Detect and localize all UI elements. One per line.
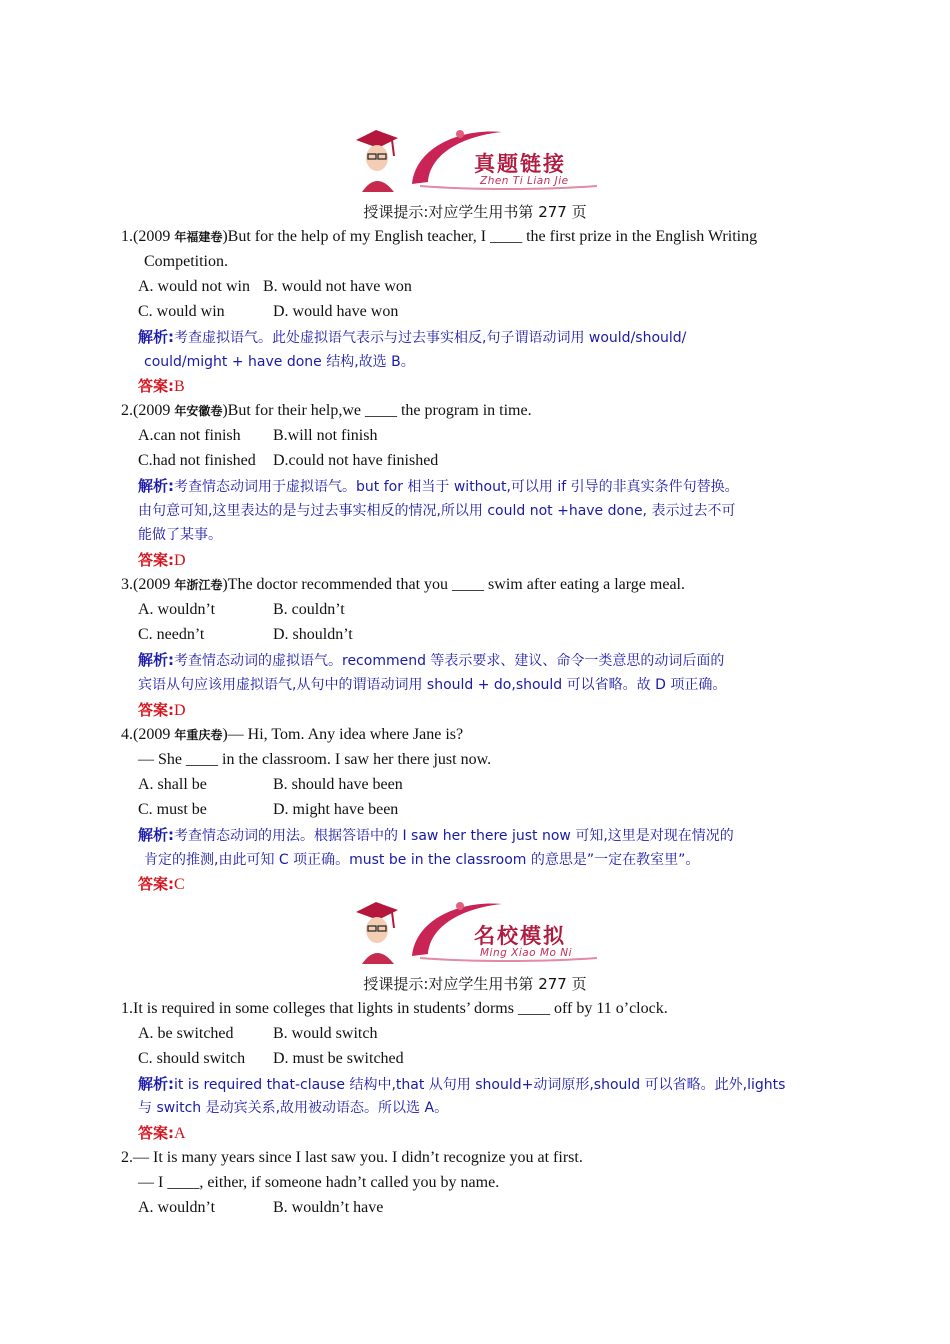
banner-title-pinyin: Ming Xiao Mo Ni [480,947,573,959]
teaching-hint: 授课提示:对应学生用书第 277 页 [363,975,587,993]
analysis-line: 由句意可知,这里表达的是与过去事实相反的情况,所以用 could not +have done, 表示过去不可 [138,503,736,519]
option-a: A.can not finish [138,427,241,444]
analysis-line: 肯定的推测,由此可知 C 项正确。must be in the classroom 的意思是”一定在教室里”。 [144,852,700,868]
analysis-line: 解析:it is required that-clause 结构中,that 从句用 should+动词原形,should 可以省略。此外,lights [138,1075,786,1093]
analysis-line: 与 switch 是动宾关系,故用被动语态。所以选 A。 [138,1100,449,1116]
analysis-line: 解析:考查情态动词的用法。根据答语中的 I saw her there just now 可知,这里是对现在情况的 [138,826,734,844]
banner-title-pinyin: Zhen Ti Lian Jie [480,175,569,187]
option-a: A. shall be [138,776,207,793]
answer-line: 答案:D [138,701,186,719]
option-c: C. would win [138,303,225,320]
option-a: A. wouldn’t [138,1199,216,1216]
question-line: — She ____ in the classroom. I saw her there just now. [138,751,492,768]
answer-line: 答案:A [138,1124,186,1142]
option-c: C.had not finished [138,452,256,469]
question-line: Competition. [144,253,228,270]
option-b: B. should have been [273,776,403,793]
analysis-line: 解析:考查虚拟语气。此处虚拟语气表示与过去事实相反,句子谓语动词用 would/should/ [138,328,687,346]
option-d: D.could not have finished [273,452,439,469]
option-b: B. would switch [273,1025,378,1042]
option-a: A. would not win [138,278,250,295]
answer-line: 答案:D [138,551,186,569]
option-c: C. needn’t [138,626,205,643]
question-line: 3.(2009 年浙江卷)The doctor recommended that you ____ swim after eating a large meal. [121,576,685,593]
answer-line: 答案:B [138,377,185,395]
option-b: B. would not have won [263,278,412,295]
answer-line: 答案:C [138,875,185,893]
analysis-line: 解析:考查情态动词用于虚拟语气。but for 相当于 without,可以用 if 引导的非真实条件句替换。 [138,477,739,495]
analysis-line: 宾语从句应该用虚拟语气,从句中的谓语动词用 should + do,should 可以省略。故 D 项正确。 [138,677,727,693]
option-b: B.will not finish [273,427,378,444]
question-line: — I ____, either, if someone hadn’t called you by name. [138,1174,500,1191]
option-d: D. might have been [273,801,399,818]
option-d: D. would have won [273,303,399,320]
question-line: 2.— It is many years since I last saw you. I didn’t recognize you at first. [121,1149,583,1166]
option-a: A. wouldn’t [138,601,216,618]
question-line: 1.It is required in some colleges that lights in students’ dorms ____ off by 11 o’clock. [121,1000,668,1017]
analysis-line: could/might + have done 结构,故选 B。 [144,354,415,370]
option-b: B. couldn’t [273,601,345,618]
question-line: 2.(2009 年安徽卷)But for their help,we ____ the program in time. [121,402,532,419]
section-banner-zhenti [352,126,600,192]
option-b: B. wouldn’t have [273,1199,384,1216]
question-line: 4.(2009 年重庆卷)— Hi, Tom. Any idea where Jane is? [121,726,464,743]
banner-title-cn: 名校模拟 [474,924,566,948]
teaching-hint: 授课提示:对应学生用书第 277 页 [363,203,587,221]
analysis-line: 能做了某事。 [138,527,222,543]
option-c: C. must be [138,801,207,818]
option-d: D. shouldn’t [273,626,353,643]
option-d: D. must be switched [273,1050,404,1067]
section-banner-mingxiao [352,898,600,964]
question-line: 1.(2009 年福建卷)But for the help of my English teacher, I ____ the first prize in the English Writing [121,228,758,245]
banner-title-cn: 真题链接 [474,152,566,176]
option-c: C. should switch [138,1050,246,1067]
option-a: A. be switched [138,1025,234,1042]
analysis-line: 解析:考查情态动词的虚拟语气。recommend 等表示要求、建议、命令一类意思的动词后面的 [138,651,725,669]
